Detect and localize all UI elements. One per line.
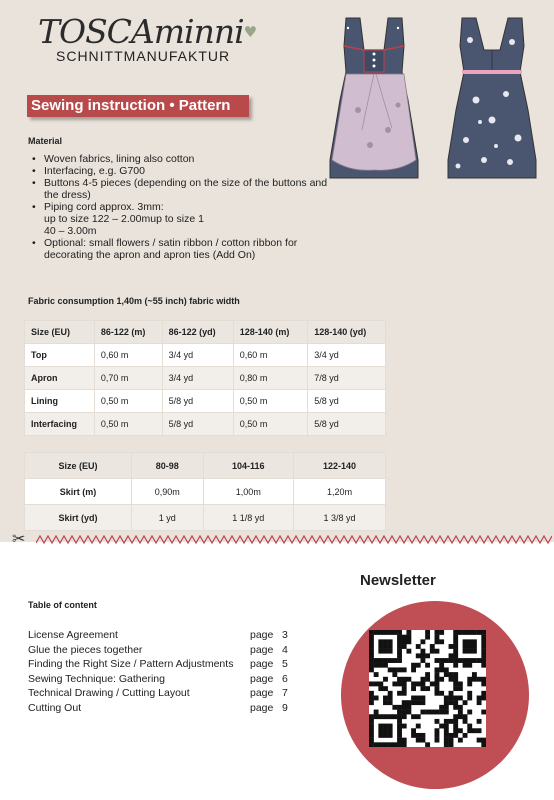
table-row (25, 344, 386, 367)
toc-page-number: 3 (282, 629, 288, 641)
table-cell: Skirt (yd) (25, 505, 132, 531)
table-cell: 1 1/8 yd (203, 505, 294, 531)
table-cell: 0,70 m (94, 367, 162, 390)
table-cell: Skirt (m) (25, 479, 132, 505)
table-cell: 3/4 yd (308, 344, 386, 367)
table-cell: Lining (25, 390, 95, 413)
fabric-heading: Fabric consumption 1,40m (~55 inch) fabric width (28, 296, 240, 306)
table-header-cell: 104-116 (203, 453, 294, 479)
fabric-table-skirt (24, 452, 386, 531)
section-banner: Sewing instruction • Pattern (27, 95, 249, 117)
table-cell: 0,50 m (233, 390, 307, 413)
qr-code-icon (369, 630, 486, 747)
table-row (25, 479, 386, 505)
toc-page-number: 6 (282, 672, 288, 685)
material-heading: Material (28, 136, 63, 146)
toc-page-word: page (250, 701, 274, 714)
table-cell: 5/8 yd (308, 390, 386, 413)
newsletter-title: Newsletter (360, 572, 436, 589)
table-cell: 3/4 yd (162, 344, 233, 367)
table-row (25, 367, 386, 390)
table-cell: Top (25, 344, 95, 367)
list-item: • Interfacing, e.g. G700 (28, 165, 328, 177)
toc-page-word: page (250, 643, 274, 656)
table-cell: Apron (25, 367, 95, 390)
table-cell: 0,50 m (94, 413, 162, 436)
cut-line-zigzag (36, 535, 552, 545)
scissors-icon: ✂ (12, 531, 26, 548)
table-header-cell: Size (EU) (25, 321, 95, 344)
brand-subtitle: SCHNITTMANUFAKTUR (56, 48, 231, 64)
list-item: • Optional: small flowers / satin ribbon / cotton ribbon for decorating the apron and apron ties (Add On) (28, 237, 328, 261)
table-cell: 1,00m (203, 479, 294, 505)
toc-item-label: Cutting Out (28, 701, 82, 714)
toc-page-number: 7 (282, 687, 288, 700)
list-item[interactable] (28, 701, 298, 716)
toc-page-number: 5 (282, 658, 288, 671)
table-cell: 3/4 yd (162, 367, 233, 390)
piping-detail-1: up to size 122 – 2.00mup to size 1 (44, 213, 204, 225)
table-cell: 1,20m (294, 479, 386, 505)
table-cell: 0,50 m (94, 390, 162, 413)
list-item[interactable] (28, 686, 298, 701)
toc-page-word: page (250, 672, 274, 685)
table-cell: 5/8 yd (308, 413, 386, 436)
brand-name: TOSCAminni (38, 12, 244, 51)
toc-heading: Table of content (28, 600, 97, 610)
toc-page-number: 4 (282, 643, 288, 656)
heart-icon: ♥ (243, 23, 257, 41)
table-header-cell: Size (EU) (25, 453, 132, 479)
toc-item-label: Finding the Right Size / Pattern Adjustments (28, 658, 234, 671)
list-item[interactable] (28, 628, 298, 643)
table-cell: 1 yd (132, 505, 203, 531)
table-cell: 1 3/8 yd (294, 505, 386, 531)
toc-list (28, 628, 298, 716)
table-header-cell: 128-140 (m) (233, 321, 307, 344)
dress-back-illustration (436, 10, 548, 186)
table-header-cell: 86-122 (yd) (162, 321, 233, 344)
list-item-text: Piping cord approx. 3mm: (44, 201, 164, 213)
table-header-cell: 80-98 (132, 453, 203, 479)
dress-front-illustration (318, 10, 430, 186)
table-cell: 0,50 m (233, 413, 307, 436)
list-item[interactable] (28, 643, 298, 658)
list-item: • Woven fabrics, lining also cotton (28, 153, 328, 165)
table-header-cell: 128-140 (yd) (308, 321, 386, 344)
material-list (28, 153, 328, 261)
list-item[interactable] (28, 657, 298, 672)
table-cell: 5/8 yd (162, 390, 233, 413)
table-row (25, 413, 386, 436)
table-cell: Interfacing (25, 413, 95, 436)
toc-page-word: page (250, 629, 274, 641)
toc-page-word: page (250, 658, 274, 671)
list-item: • Buttons 4-5 pieces (depending on the size of the buttons and the dress) (28, 177, 328, 201)
table-row (25, 390, 386, 413)
table-header-cell: 86-122 (m) (94, 321, 162, 344)
table-header-cell: 122-140 (294, 453, 386, 479)
table-header-row (25, 453, 386, 479)
toc-page-number: 9 (282, 701, 288, 714)
fabric-table-top (24, 320, 386, 436)
list-item[interactable] (28, 672, 298, 687)
toc-page-word: page (250, 687, 274, 700)
brand-logo (38, 12, 257, 64)
piping-detail-2: 40 – 3.00m (44, 225, 97, 237)
table-header-row (25, 321, 386, 344)
table-cell: 5/8 yd (162, 413, 233, 436)
table-cell: 0,90m (132, 479, 203, 505)
table-cell: 7/8 yd (308, 367, 386, 390)
table-cell: 0,60 m (233, 344, 307, 367)
toc-item-label: Glue the pieces together (28, 643, 143, 656)
toc-item-label: License Agreement (28, 629, 118, 641)
table-row (25, 505, 386, 531)
toc-item-label: Sewing Technique: Gathering (28, 672, 165, 685)
list-item (28, 201, 328, 237)
table-cell: 0,60 m (94, 344, 162, 367)
table-cell: 0,80 m (233, 367, 307, 390)
newsletter-qr-code[interactable] (369, 630, 486, 747)
toc-item-label: Technical Drawing / Cutting Layout (28, 687, 190, 700)
